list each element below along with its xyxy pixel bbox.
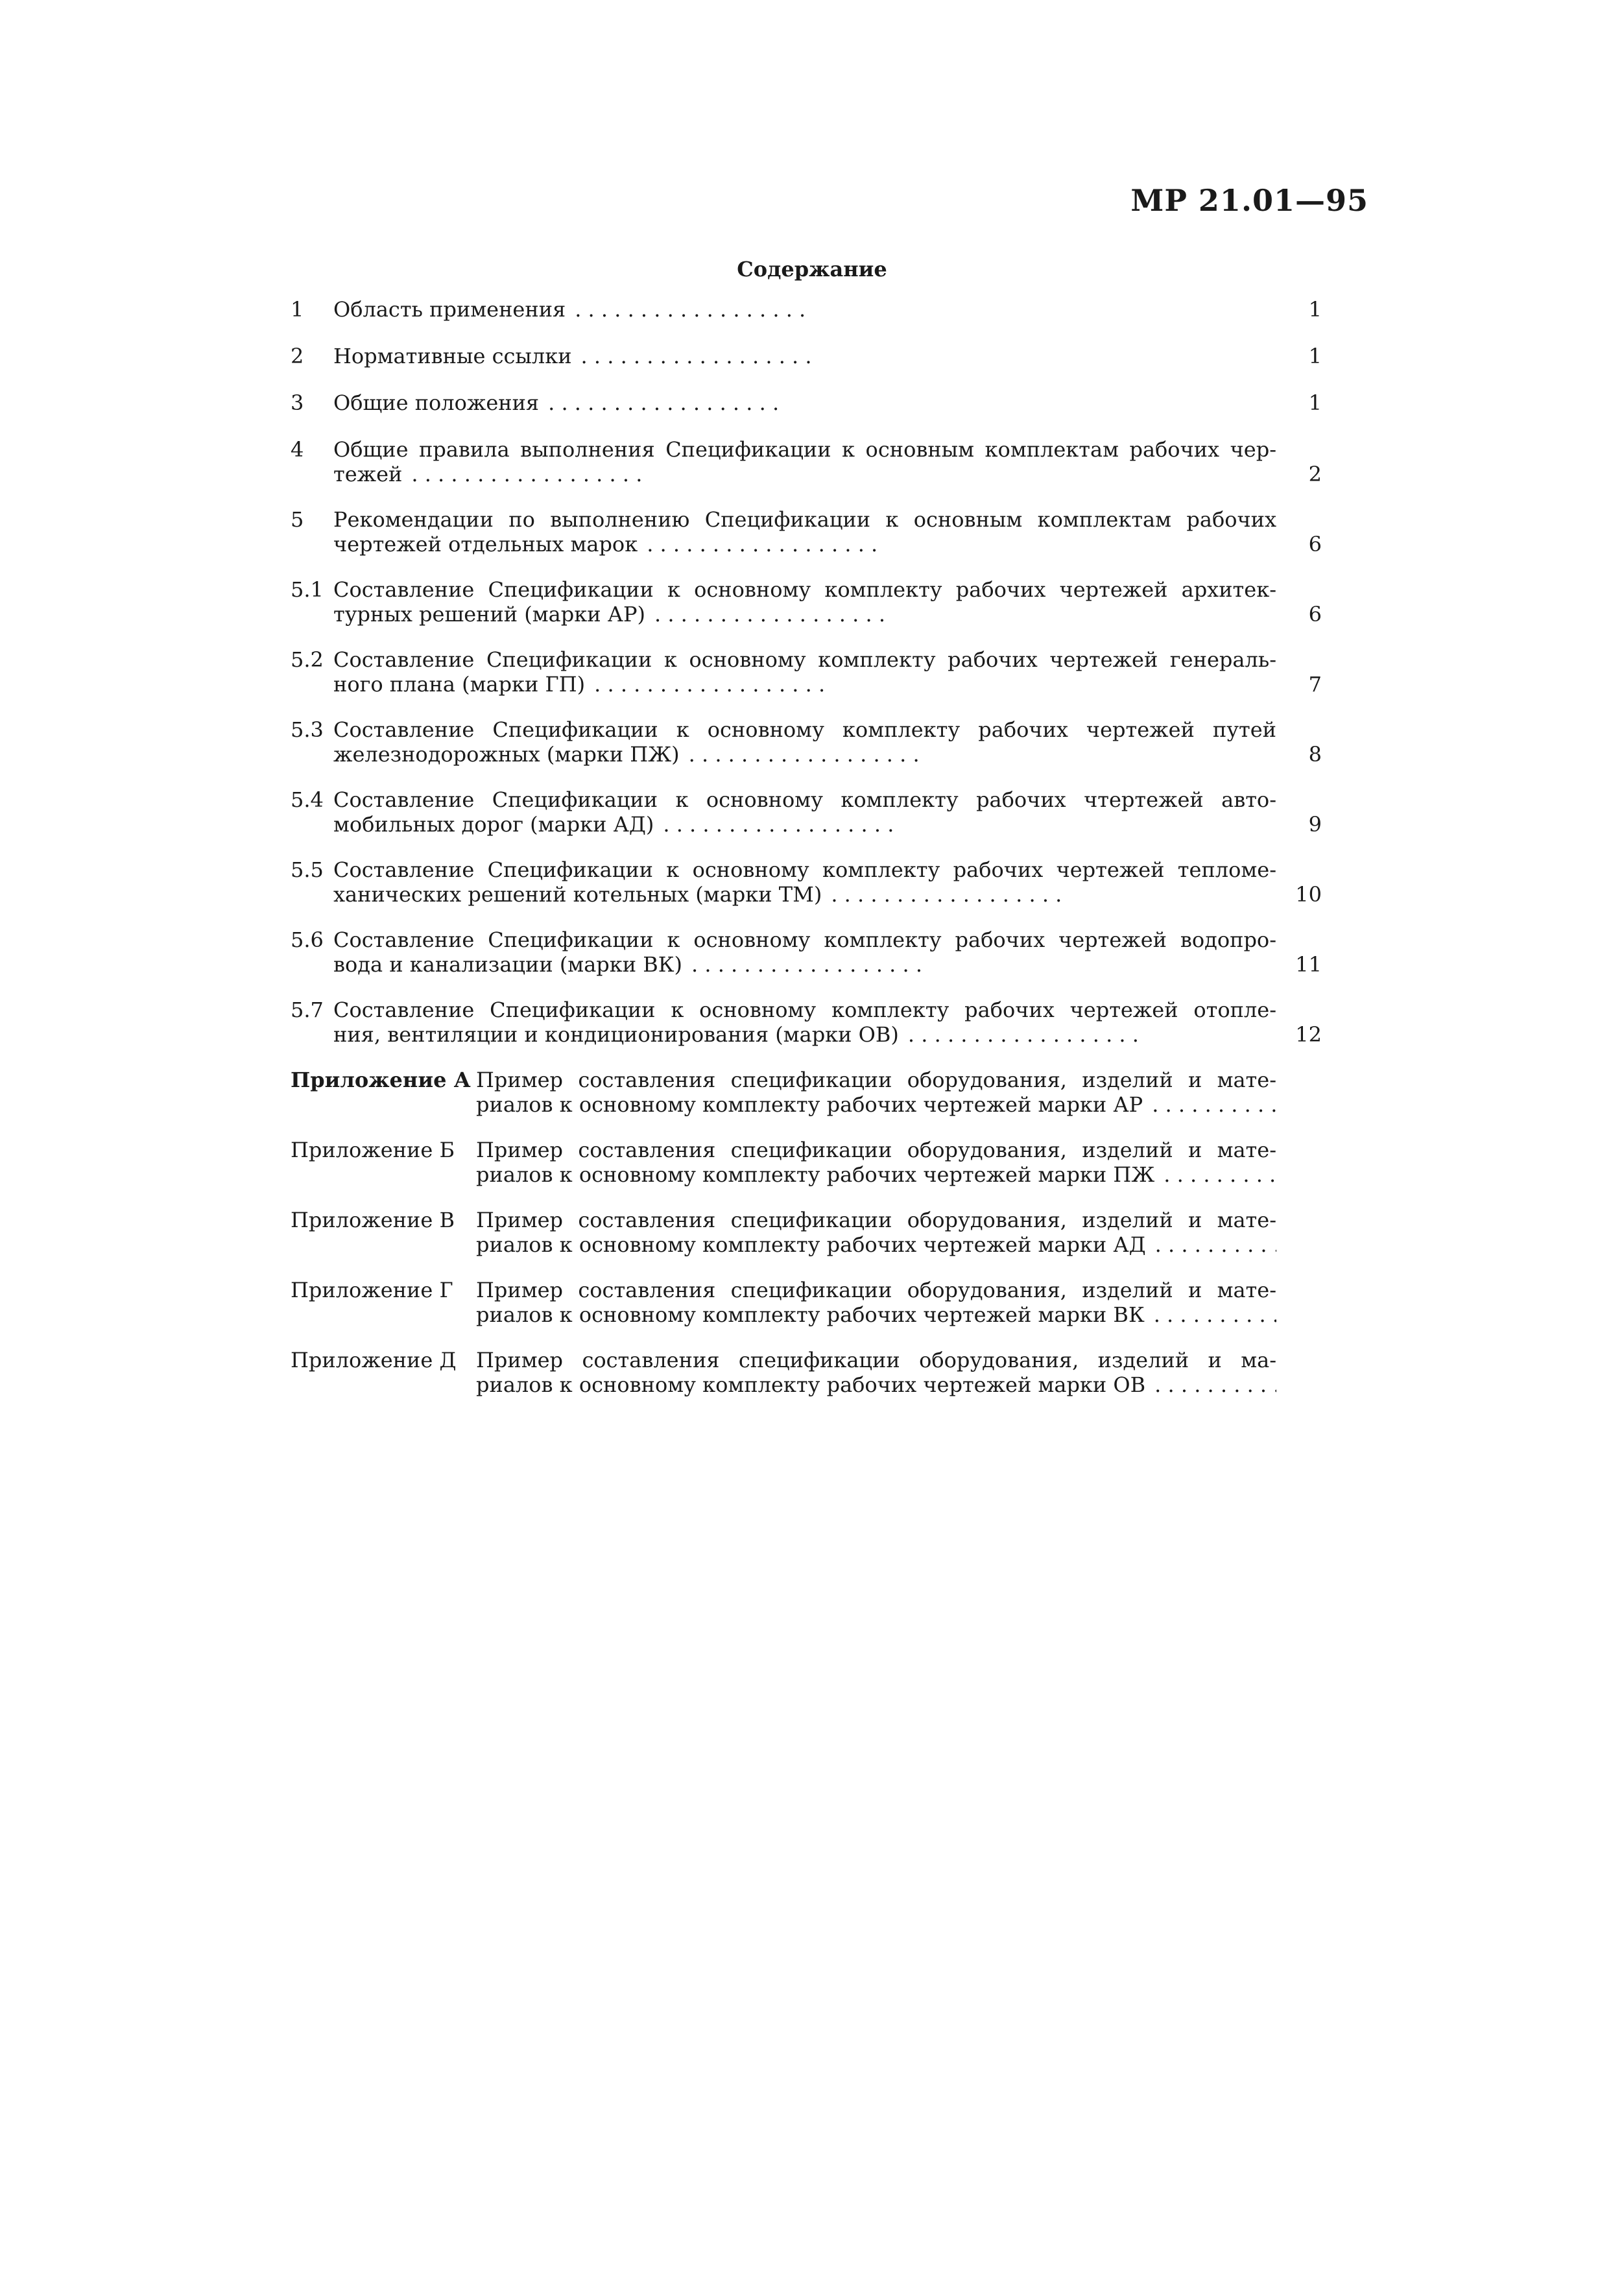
- toc-entry-title-line2: ния, вентиляции и кондиционирования (марки ОВ): [333, 1022, 899, 1047]
- toc-entry-5-5[interactable]: [291, 857, 1322, 907]
- toc-entry-title: Нормативные ссылки: [333, 344, 572, 368]
- dot-leader: [663, 812, 1276, 837]
- toc-entry-5-1[interactable]: [291, 577, 1322, 627]
- document-code: МР 21.01—95: [1130, 183, 1368, 218]
- toc-entry-page: 11: [1295, 952, 1322, 977]
- dot-leader: [1164, 1162, 1276, 1187]
- toc-entry-title-line2: ного плана (марки ГП): [333, 672, 586, 697]
- dot-leader: [1155, 1232, 1276, 1257]
- toc-entry-number: 5.4: [291, 787, 324, 812]
- toc-entry-page: 6: [1308, 602, 1322, 627]
- toc-entry-title-line2: мобильных дорог (марки АД): [333, 812, 654, 837]
- appendix-title-line2: риалов к основному комплекту рабочих чертежей марки ПЖ: [476, 1162, 1155, 1187]
- toc-entry-page: 12: [1295, 1022, 1322, 1047]
- toc-entry-4[interactable]: [291, 437, 1322, 486]
- toc-entry-title-line2: ханических решений котельных (марки ТМ): [333, 882, 822, 907]
- table-of-contents: [291, 297, 1322, 1418]
- dot-leader: [594, 672, 1276, 697]
- toc-entry-title-line1: Составление Спецификации к основному комплекту рабочих чертежей отопле-: [333, 998, 1276, 1022]
- toc-entry-title-line1: Составление Спецификации к основному комплекту рабочих чтертежей авто-: [333, 787, 1276, 812]
- toc-entry-5-7[interactable]: [291, 998, 1322, 1047]
- toc-appendix-v[interactable]: [291, 1208, 1322, 1257]
- toc-entry-title-line2: чертежей отдельных марок: [333, 532, 638, 556]
- toc-entry-number: 5.2: [291, 647, 324, 672]
- toc-entry-number: 5.1: [291, 577, 324, 602]
- toc-appendix-g[interactable]: [291, 1278, 1322, 1327]
- toc-entry-page: 10: [1295, 882, 1322, 907]
- toc-entry-5-4[interactable]: [291, 787, 1322, 837]
- toc-appendix-a[interactable]: [291, 1068, 1322, 1117]
- toc-entry-title: Область применения: [333, 297, 566, 322]
- toc-entry-page: 1: [1308, 297, 1322, 322]
- appendix-title-line1: Пример составления спецификации оборудования, изделий и мате-: [476, 1208, 1276, 1232]
- dot-leader: [654, 602, 1276, 627]
- dot-leader: [691, 952, 1276, 977]
- dot-leader: [411, 462, 1276, 486]
- toc-entry-number: 5.7: [291, 998, 324, 1022]
- toc-entry-number: 1: [291, 297, 304, 322]
- dot-leader: [1152, 1092, 1276, 1117]
- toc-entry-page: 8: [1308, 742, 1322, 767]
- toc-entry-5-3[interactable]: [291, 717, 1322, 767]
- toc-entry-page: 1: [1308, 390, 1322, 415]
- toc-entry-title-line2: железнодорожных (марки ПЖ): [333, 742, 680, 767]
- dot-leader: [548, 390, 1276, 415]
- appendix-title-line2: риалов к основному комплекту рабочих чертежей марки АД: [476, 1232, 1146, 1257]
- toc-entry-title: Общие положения: [333, 390, 540, 415]
- toc-entry-title-line2: вода и канализации (марки ВК): [333, 952, 683, 977]
- dot-leader: [689, 742, 1276, 767]
- dot-leader: [1154, 1372, 1276, 1397]
- appendix-title-line1: Пример составления спецификации оборудования, изделий и ма-: [476, 1348, 1276, 1372]
- toc-entry-3[interactable]: [291, 390, 1322, 415]
- toc-entry-number: 4: [291, 437, 304, 462]
- appendix-title-line1: Пример составления спецификации оборудования, изделий и мате-: [476, 1278, 1276, 1302]
- appendix-title-line2: риалов к основному комплекту рабочих чертежей марки ВК: [476, 1302, 1145, 1327]
- appendix-title-line2: риалов к основному комплекту рабочих чертежей марки АР: [476, 1092, 1143, 1117]
- appendix-label: Приложение Д: [291, 1348, 457, 1372]
- toc-entry-number: 5.5: [291, 857, 324, 882]
- toc-appendix-d[interactable]: [291, 1348, 1322, 1397]
- toc-entry-title-line1: Составление Спецификации к основному комплекту рабочих чертежей путей: [333, 717, 1276, 742]
- appendix-title-line2: риалов к основному комплекту рабочих чертежей марки ОВ: [476, 1372, 1146, 1397]
- dot-leader: [581, 344, 1276, 368]
- toc-entry-title-line2: тежей: [333, 462, 403, 486]
- appendix-label: Приложение В: [291, 1208, 455, 1232]
- toc-entry-title-line1: Составление Спецификации к основному комплекту рабочих чертежей водопро-: [333, 927, 1276, 952]
- toc-entry-title-line1: Составление Спецификации к основному комплекту рабочих чертежей тепломе-: [333, 857, 1276, 882]
- appendix-label: Приложение Б: [291, 1138, 455, 1162]
- toc-entry-2[interactable]: [291, 344, 1322, 368]
- toc-appendix-b[interactable]: [291, 1138, 1322, 1187]
- toc-entry-number: 5.6: [291, 927, 324, 952]
- toc-entry-page: 7: [1308, 672, 1322, 697]
- toc-entry-title-line2: турных решений (марки АР): [333, 602, 645, 627]
- dot-leader: [908, 1022, 1276, 1047]
- toc-entry-page: 2: [1308, 462, 1322, 486]
- toc-entry-title-line1: Составление Спецификации к основному комплекту рабочих чертежей архитек-: [333, 577, 1276, 602]
- appendix-title-line1: Пример составления спецификации оборудования, изделий и мате-: [476, 1068, 1276, 1092]
- dot-leader: [647, 532, 1276, 556]
- dot-leader: [1154, 1302, 1276, 1327]
- toc-entry-number: 2: [291, 344, 304, 368]
- toc-entry-number: 3: [291, 390, 304, 415]
- toc-entry-number: 5: [291, 507, 304, 532]
- toc-entry-page: 1: [1308, 344, 1322, 368]
- dot-leader: [831, 882, 1276, 907]
- appendix-label: Приложение Г: [291, 1278, 453, 1302]
- toc-title: Содержание: [737, 257, 887, 281]
- toc-entry-page: 9: [1308, 812, 1322, 837]
- toc-entry-page: 6: [1308, 532, 1322, 556]
- toc-entry-number: 5.3: [291, 717, 324, 742]
- toc-entry-5-6[interactable]: [291, 927, 1322, 977]
- toc-entry-5[interactable]: [291, 507, 1322, 556]
- toc-entry-title-line1: Составление Спецификации к основному комплекту рабочих чертежей генераль-: [333, 647, 1276, 672]
- dot-leader: [575, 297, 1276, 322]
- toc-entry-title-line1: Общие правила выполнения Спецификации к основным комплектам рабочих чер-: [333, 437, 1276, 462]
- toc-entry-1[interactable]: [291, 297, 1322, 322]
- toc-entry-title-line1: Рекомендации по выполнению Спецификации к основным комплектам рабочих: [333, 507, 1276, 532]
- toc-entry-5-2[interactable]: [291, 647, 1322, 697]
- appendix-title-line1: Пример составления спецификации оборудования, изделий и мате-: [476, 1138, 1276, 1162]
- appendix-label: Приложение А: [291, 1068, 471, 1092]
